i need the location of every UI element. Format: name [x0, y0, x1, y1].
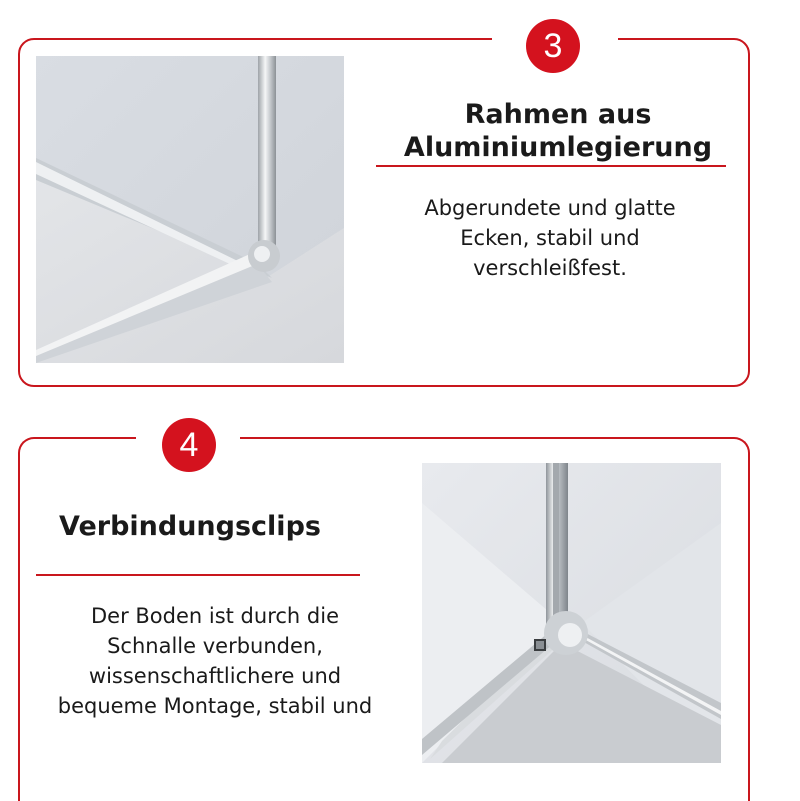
aluminum-frame-corner-photo: [36, 56, 344, 363]
section-description: [30, 601, 400, 721]
step-badge-3: 3: [526, 19, 580, 73]
desc-line: wissenschaftlichere und: [88, 664, 342, 688]
step-badge-4: 4: [162, 418, 216, 472]
section-description: [390, 193, 710, 283]
desc-line: Abgerundete und glatte: [424, 196, 676, 220]
title-line: Rahmen aus: [464, 99, 652, 130]
desc-line: Ecken, stabil und: [460, 226, 640, 250]
title-line: Aluminiumlegierung: [403, 132, 713, 163]
desc-line: verschleißfest.: [473, 256, 627, 280]
title-underline: [376, 165, 726, 167]
desc-line: bequeme Montage, stabil und: [57, 694, 373, 718]
section-title: Verbindungsclips: [59, 511, 321, 542]
title-underline: [36, 574, 360, 576]
connection-clip-photo: [422, 463, 721, 763]
desc-line: Schnalle verbunden,: [107, 634, 323, 658]
desc-line: Der Boden ist durch die: [90, 604, 339, 628]
section-title: [390, 98, 726, 164]
